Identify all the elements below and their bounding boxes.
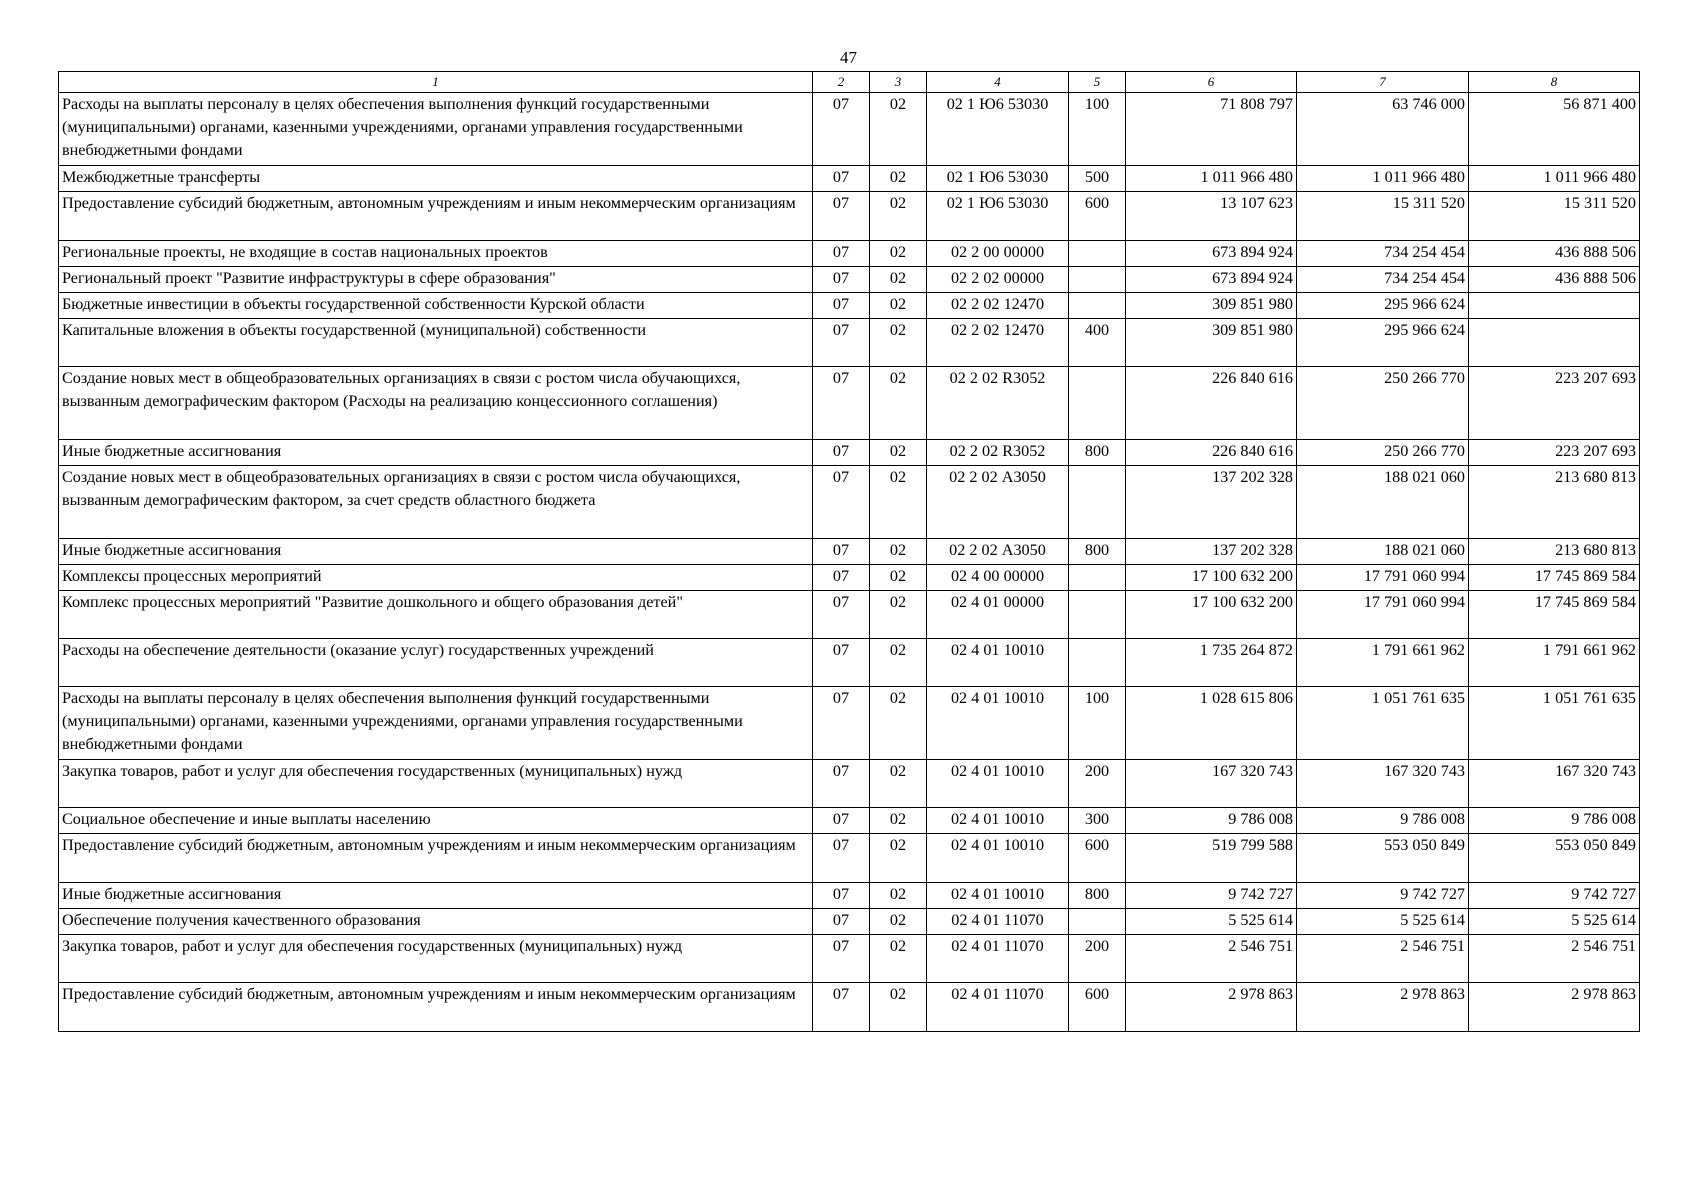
table-row	[59, 367, 1640, 440]
expense-type-cell: 500	[1069, 166, 1126, 192]
expense-name-cell: Региональный проект "Развитие инфраструктуры в сфере образования"	[59, 267, 813, 293]
amount-col7-cell: 553 050 849	[1297, 834, 1469, 883]
section-code-cell: 07	[813, 687, 870, 760]
column-header: 5	[1069, 72, 1126, 93]
amount-col6-cell: 2 546 751	[1126, 935, 1297, 983]
section-code-cell: 07	[813, 267, 870, 293]
subsection-code-cell: 02	[870, 319, 927, 367]
amount-col8-cell: 223 207 693	[1469, 367, 1640, 440]
expense-name-cell: Обеспечение получения качественного образования	[59, 909, 813, 935]
amount-col6-cell: 71 808 797	[1126, 93, 1297, 166]
expense-type-cell	[1069, 367, 1126, 440]
expense-name-cell: Закупка товаров, работ и услуг для обеспечения государственных (муниципальных) нужд	[59, 760, 813, 808]
section-code-cell: 07	[813, 565, 870, 591]
amount-col6-cell: 13 107 623	[1126, 192, 1297, 241]
table-row	[59, 440, 1640, 466]
amount-col6-cell: 226 840 616	[1126, 367, 1297, 440]
amount-col6-cell: 137 202 328	[1126, 466, 1297, 539]
expense-type-cell: 200	[1069, 760, 1126, 808]
expense-name-cell: Иные бюджетные ассигнования	[59, 440, 813, 466]
amount-col6-cell: 1 011 966 480	[1126, 166, 1297, 192]
target-article-cell: 02 4 01 10010	[927, 687, 1069, 760]
amount-col6-cell: 17 100 632 200	[1126, 591, 1297, 639]
target-article-cell: 02 4 01 10010	[927, 883, 1069, 909]
expense-name-cell: Социальное обеспечение и иные выплаты населению	[59, 808, 813, 834]
amount-col8-cell: 9 786 008	[1469, 808, 1640, 834]
subsection-code-cell: 02	[870, 760, 927, 808]
section-code-cell: 07	[813, 983, 870, 1032]
expense-type-cell: 800	[1069, 539, 1126, 565]
amount-col8-cell: 1 051 761 635	[1469, 687, 1640, 760]
amount-col8-cell: 223 207 693	[1469, 440, 1640, 466]
target-article-cell: 02 2 02 12470	[927, 293, 1069, 319]
expense-type-cell	[1069, 565, 1126, 591]
section-code-cell: 07	[813, 883, 870, 909]
subsection-code-cell: 02	[870, 166, 927, 192]
amount-col6-cell: 9 742 727	[1126, 883, 1297, 909]
amount-col7-cell: 9 742 727	[1297, 883, 1469, 909]
subsection-code-cell: 02	[870, 539, 927, 565]
amount-col6-cell: 1 028 615 806	[1126, 687, 1297, 760]
amount-col7-cell: 1 051 761 635	[1297, 687, 1469, 760]
target-article-cell: 02 4 01 10010	[927, 834, 1069, 883]
subsection-code-cell: 02	[870, 267, 927, 293]
subsection-code-cell: 02	[870, 440, 927, 466]
expense-name-cell: Комплексы процессных мероприятий	[59, 565, 813, 591]
table-row	[59, 808, 1640, 834]
amount-col6-cell: 673 894 924	[1126, 267, 1297, 293]
amount-col8-cell: 436 888 506	[1469, 267, 1640, 293]
amount-col8-cell: 9 742 727	[1469, 883, 1640, 909]
column-header: 1	[59, 72, 813, 93]
expense-type-cell: 600	[1069, 834, 1126, 883]
amount-col8-cell: 56 871 400	[1469, 93, 1640, 166]
expense-name-cell: Расходы на выплаты персоналу в целях обеспечения выполнения функций государственными (муниципальными) органами, казенными учреждениями, органами управления государственными внебюджетными фондами	[59, 687, 813, 760]
table-row	[59, 319, 1640, 367]
section-code-cell: 07	[813, 539, 870, 565]
subsection-code-cell: 02	[870, 808, 927, 834]
table-body	[59, 93, 1640, 1032]
target-article-cell: 02 1 Ю6 53030	[927, 166, 1069, 192]
expense-name-cell: Иные бюджетные ассигнования	[59, 539, 813, 565]
subsection-code-cell: 02	[870, 591, 927, 639]
table-row	[59, 539, 1640, 565]
column-header: 7	[1297, 72, 1469, 93]
expense-type-cell	[1069, 639, 1126, 687]
expense-type-cell: 600	[1069, 983, 1126, 1032]
expense-name-cell: Региональные проекты, не входящие в состав национальных проектов	[59, 241, 813, 267]
target-article-cell: 02 4 01 11070	[927, 935, 1069, 983]
amount-col6-cell: 17 100 632 200	[1126, 565, 1297, 591]
column-header: 6	[1126, 72, 1297, 93]
expense-type-cell: 600	[1069, 192, 1126, 241]
amount-col6-cell: 309 851 980	[1126, 319, 1297, 367]
section-code-cell: 07	[813, 241, 870, 267]
section-code-cell: 07	[813, 834, 870, 883]
amount-col6-cell: 167 320 743	[1126, 760, 1297, 808]
expense-name-cell: Межбюджетные трансферты	[59, 166, 813, 192]
table-row	[59, 241, 1640, 267]
table-row	[59, 909, 1640, 935]
amount-col6-cell: 9 786 008	[1126, 808, 1297, 834]
section-code-cell: 07	[813, 935, 870, 983]
amount-col8-cell: 553 050 849	[1469, 834, 1640, 883]
table-row	[59, 983, 1640, 1032]
expense-type-cell: 400	[1069, 319, 1126, 367]
expense-name-cell: Иные бюджетные ассигнования	[59, 883, 813, 909]
column-header: 2	[813, 72, 870, 93]
section-code-cell: 07	[813, 93, 870, 166]
column-number-header-row	[59, 72, 1640, 93]
table-row	[59, 687, 1640, 760]
expense-name-cell: Создание новых мест в общеобразовательных организациях в связи с ростом числа обучающихся, вызванным демографическим фактором, за счет средств областного бюджета	[59, 466, 813, 539]
expense-name-cell: Предоставление субсидий бюджетным, автономным учреждениям и иным некоммерческим организациям	[59, 192, 813, 241]
subsection-code-cell: 02	[870, 565, 927, 591]
amount-col8-cell: 213 680 813	[1469, 466, 1640, 539]
section-code-cell: 07	[813, 166, 870, 192]
expense-type-cell	[1069, 241, 1126, 267]
target-article-cell: 02 2 02 00000	[927, 267, 1069, 293]
amount-col8-cell: 1 791 661 962	[1469, 639, 1640, 687]
section-code-cell: 07	[813, 367, 870, 440]
amount-col7-cell: 5 525 614	[1297, 909, 1469, 935]
amount-col7-cell: 188 021 060	[1297, 539, 1469, 565]
expense-type-cell	[1069, 591, 1126, 639]
expense-name-cell: Бюджетные инвестиции в объекты государственной собственности Курской области	[59, 293, 813, 319]
amount-col7-cell: 734 254 454	[1297, 267, 1469, 293]
page-number: 47	[840, 48, 857, 67]
subsection-code-cell: 02	[870, 935, 927, 983]
amount-col6-cell: 2 978 863	[1126, 983, 1297, 1032]
expense-name-cell: Закупка товаров, работ и услуг для обеспечения государственных (муниципальных) нужд	[59, 935, 813, 983]
expense-name-cell: Расходы на выплаты персоналу в целях обеспечения выполнения функций государственными (муниципальными) органами, казенными учреждениями, органами управления государственными внебюджетными фондами	[59, 93, 813, 166]
subsection-code-cell: 02	[870, 367, 927, 440]
amount-col7-cell: 250 266 770	[1297, 367, 1469, 440]
subsection-code-cell: 02	[870, 883, 927, 909]
expense-type-cell: 200	[1069, 935, 1126, 983]
amount-col7-cell: 734 254 454	[1297, 241, 1469, 267]
amount-col7-cell: 9 786 008	[1297, 808, 1469, 834]
expense-name-cell: Расходы на обеспечение деятельности (оказание услуг) государственных учреждений	[59, 639, 813, 687]
amount-col7-cell: 17 791 060 994	[1297, 565, 1469, 591]
target-article-cell: 02 4 01 10010	[927, 760, 1069, 808]
subsection-code-cell: 02	[870, 909, 927, 935]
amount-col7-cell: 295 966 624	[1297, 293, 1469, 319]
amount-col8-cell	[1469, 319, 1640, 367]
amount-col6-cell: 519 799 588	[1126, 834, 1297, 883]
section-code-cell: 07	[813, 808, 870, 834]
table-row	[59, 166, 1640, 192]
target-article-cell: 02 4 01 10010	[927, 639, 1069, 687]
table-row	[59, 565, 1640, 591]
target-article-cell: 02 1 Ю6 53030	[927, 93, 1069, 166]
target-article-cell: 02 2 00 00000	[927, 241, 1069, 267]
amount-col6-cell: 226 840 616	[1126, 440, 1297, 466]
table-row	[59, 267, 1640, 293]
amount-col7-cell: 63 746 000	[1297, 93, 1469, 166]
amount-col8-cell: 213 680 813	[1469, 539, 1640, 565]
table-row	[59, 293, 1640, 319]
target-article-cell: 02 2 02 А3050	[927, 539, 1069, 565]
target-article-cell: 02 2 02 R3052	[927, 440, 1069, 466]
target-article-cell: 02 1 Ю6 53030	[927, 192, 1069, 241]
target-article-cell: 02 4 00 00000	[927, 565, 1069, 591]
amount-col7-cell: 2 978 863	[1297, 983, 1469, 1032]
table-row	[59, 834, 1640, 883]
section-code-cell: 07	[813, 591, 870, 639]
subsection-code-cell: 02	[870, 192, 927, 241]
subsection-code-cell: 02	[870, 687, 927, 760]
subsection-code-cell: 02	[870, 983, 927, 1032]
amount-col8-cell: 2 546 751	[1469, 935, 1640, 983]
amount-col6-cell: 309 851 980	[1126, 293, 1297, 319]
section-code-cell: 07	[813, 466, 870, 539]
amount-col7-cell: 1 791 661 962	[1297, 639, 1469, 687]
subsection-code-cell: 02	[870, 293, 927, 319]
expense-name-cell: Комплекс процессных мероприятий "Развитие дошкольного и общего образования детей"	[59, 591, 813, 639]
expense-type-cell	[1069, 293, 1126, 319]
amount-col7-cell: 167 320 743	[1297, 760, 1469, 808]
target-article-cell: 02 4 01 10010	[927, 808, 1069, 834]
section-code-cell: 07	[813, 319, 870, 367]
table-row	[59, 760, 1640, 808]
expense-name-cell: Предоставление субсидий бюджетным, автономным учреждениям и иным некоммерческим организациям	[59, 983, 813, 1032]
expense-type-cell: 100	[1069, 687, 1126, 760]
section-code-cell: 07	[813, 293, 870, 319]
amount-col6-cell: 5 525 614	[1126, 909, 1297, 935]
target-article-cell: 02 2 02 12470	[927, 319, 1069, 367]
column-header: 4	[927, 72, 1069, 93]
table-row	[59, 639, 1640, 687]
target-article-cell: 02 2 02 R3052	[927, 367, 1069, 440]
subsection-code-cell: 02	[870, 93, 927, 166]
amount-col6-cell: 673 894 924	[1126, 241, 1297, 267]
amount-col8-cell: 15 311 520	[1469, 192, 1640, 241]
table-row	[59, 93, 1640, 166]
amount-col7-cell: 1 011 966 480	[1297, 166, 1469, 192]
amount-col7-cell: 15 311 520	[1297, 192, 1469, 241]
table-row	[59, 591, 1640, 639]
amount-col8-cell: 2 978 863	[1469, 983, 1640, 1032]
section-code-cell: 07	[813, 192, 870, 241]
expense-type-cell	[1069, 909, 1126, 935]
section-code-cell: 07	[813, 909, 870, 935]
amount-col8-cell: 1 011 966 480	[1469, 166, 1640, 192]
section-code-cell: 07	[813, 440, 870, 466]
expense-type-cell	[1069, 267, 1126, 293]
budget-table	[58, 71, 1640, 1032]
table-row	[59, 192, 1640, 241]
expense-name-cell: Капитальные вложения в объекты государственной (муниципальной) собственности	[59, 319, 813, 367]
target-article-cell: 02 2 02 А3050	[927, 466, 1069, 539]
amount-col8-cell	[1469, 293, 1640, 319]
expense-type-cell: 800	[1069, 440, 1126, 466]
subsection-code-cell: 02	[870, 241, 927, 267]
amount-col7-cell: 17 791 060 994	[1297, 591, 1469, 639]
expense-name-cell: Предоставление субсидий бюджетным, автономным учреждениям и иным некоммерческим организациям	[59, 834, 813, 883]
amount-col7-cell: 188 021 060	[1297, 466, 1469, 539]
table-row	[59, 466, 1640, 539]
target-article-cell: 02 4 01 00000	[927, 591, 1069, 639]
amount-col8-cell: 17 745 869 584	[1469, 565, 1640, 591]
amount-col8-cell: 17 745 869 584	[1469, 591, 1640, 639]
expense-type-cell: 800	[1069, 883, 1126, 909]
subsection-code-cell: 02	[870, 466, 927, 539]
subsection-code-cell: 02	[870, 639, 927, 687]
subsection-code-cell: 02	[870, 834, 927, 883]
amount-col8-cell: 167 320 743	[1469, 760, 1640, 808]
target-article-cell: 02 4 01 11070	[927, 983, 1069, 1032]
expense-name-cell: Создание новых мест в общеобразовательных организациях в связи с ростом числа обучающихся, вызванным демографическим фактором (Расходы на реализацию концессионного соглашения)	[59, 367, 813, 440]
amount-col7-cell: 250 266 770	[1297, 440, 1469, 466]
column-header: 3	[870, 72, 927, 93]
table-row	[59, 883, 1640, 909]
amount-col6-cell: 137 202 328	[1126, 539, 1297, 565]
column-header: 8	[1469, 72, 1640, 93]
amount-col7-cell: 2 546 751	[1297, 935, 1469, 983]
expense-type-cell: 100	[1069, 93, 1126, 166]
target-article-cell: 02 4 01 11070	[927, 909, 1069, 935]
amount-col8-cell: 5 525 614	[1469, 909, 1640, 935]
expense-type-cell: 300	[1069, 808, 1126, 834]
amount-col7-cell: 295 966 624	[1297, 319, 1469, 367]
amount-col8-cell: 436 888 506	[1469, 241, 1640, 267]
expense-type-cell	[1069, 466, 1126, 539]
amount-col6-cell: 1 735 264 872	[1126, 639, 1297, 687]
table-row	[59, 935, 1640, 983]
section-code-cell: 07	[813, 639, 870, 687]
section-code-cell: 07	[813, 760, 870, 808]
